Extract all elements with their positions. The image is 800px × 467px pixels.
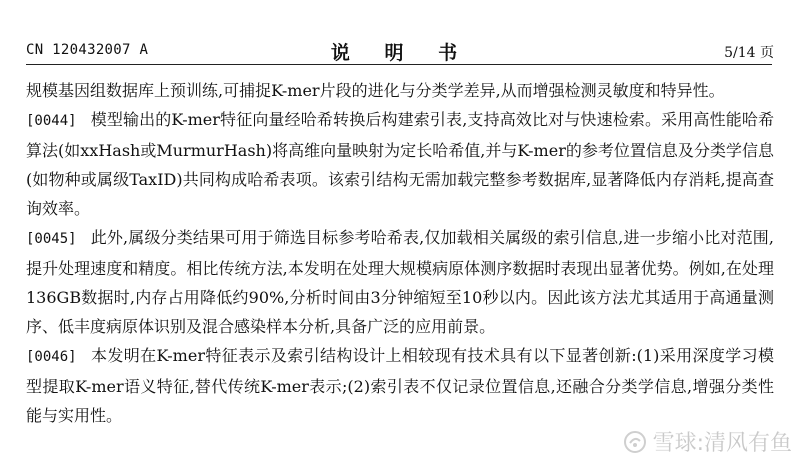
paragraph-number: [0046] (26, 349, 77, 365)
snowball-logo-icon (623, 430, 647, 454)
paragraph-continuation (26, 76, 774, 105)
document-title: 说 明 书 (330, 42, 472, 64)
paragraph-text: 本发明在K-mer特征表示及索引结构设计上相较现有技术具有以下显著创新:(1)采用深度学习模型提取K-mer语义特征,替代传统K-mer表示;(2)索引表不仅记录位置信息,还融合分类学信息,增强分类性能与实用性。 (26, 346, 774, 425)
paragraph-text: 此外,属级分类结果可用于筛选目标参考哈希表,仅加载相关属级的索引信息,进一步缩小比对范围,提升处理速度和精度。相比传统方法,本发明在处理大规模病原体测序数据时表现出显著优势。例如,在处理136GB数据时,内存占用降低约90%,分析时间由3分钟缩短至10秒以内。因此该方法尤其适用于高通量测序、低丰度病原体识别及混合感染样本分析,具备广泛的应用前景。 (26, 228, 774, 336)
paragraph-number: [0045] (26, 231, 77, 247)
paragraph-text: 模型输出的K-mer特征向量经哈希转换后构建索引表,支持高效比对与快速检索。采用高性能哈希算法(如xxHash或MurmurHash)将高维向量映射为定长哈希值,并与K-mer的参考位置信息及分类学信息(如物种或属级TaxID)共同构成哈希表项。该索引结构无需加载完整参考数据库,显著降低内存消耗,提高查询效率。 (26, 110, 774, 218)
page-header (26, 38, 774, 64)
page-indicator: 5/14 页 (724, 45, 774, 61)
paragraph-0045 (26, 223, 774, 341)
watermark-text: 雪球:清风有鱼 (652, 431, 792, 456)
paragraph-0046 (26, 341, 774, 430)
header-divider (26, 64, 772, 65)
watermark (623, 426, 792, 457)
document-body (26, 76, 774, 430)
paragraph-number: [0044] (26, 113, 77, 129)
paragraph-text: 规模基因组数据库上预训练,可捕捉K-mer片段的进化与分类学差异,从而增强检测灵敏度和特异性。 (26, 81, 725, 100)
paragraph-0044 (26, 105, 774, 223)
publication-number: CN 120432007 A (26, 42, 149, 58)
